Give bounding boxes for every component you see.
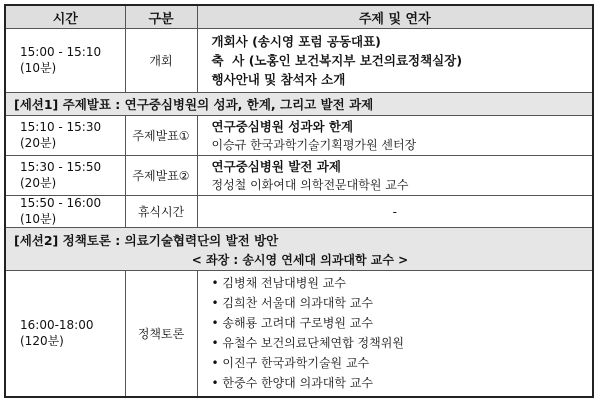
- opening-line: 축 사 (노홍인 보건복지부 보건의료정책실장): [211, 53, 463, 68]
- break-row: [5, 196, 593, 228]
- panelist: • 김희찬 서울대 의과대학 교수: [212, 293, 587, 313]
- panel-list: [212, 273, 587, 393]
- panelist: • 유철수 보건의료단체연합 정책위원: [212, 333, 587, 353]
- opening-type: 개회: [125, 29, 197, 93]
- panelist: • 김병채 전남대병원 교수: [212, 273, 587, 293]
- talk-topic: [197, 116, 593, 156]
- session2-header-row: [5, 228, 593, 271]
- opening-line: 행사안내 및 참석자 소개: [211, 72, 346, 87]
- opening-time: 15:00 - 15:10 (10분): [5, 29, 125, 93]
- header-topic: 주제 및 연자: [197, 5, 593, 29]
- talk-topic: [197, 156, 593, 196]
- panel-row: [5, 271, 593, 397]
- panelist: • 송해룡 고려대 구로병원 교수: [212, 313, 587, 333]
- talk-type: 주제발표②: [125, 156, 197, 196]
- session2-title: [세션2] 정책토론 : 의료기술협력단의 발전 방안: [14, 232, 279, 248]
- session2-header: [5, 228, 593, 271]
- panel-type: 정책토론: [125, 271, 197, 397]
- talk-row: [5, 116, 593, 156]
- header-row: [5, 5, 593, 29]
- talk-title: 연구중심병원 발전 과제: [211, 159, 341, 174]
- header-type: 구분: [125, 5, 197, 29]
- talk-time: 15:10 - 15:30 (20분): [5, 116, 125, 156]
- opening-topic: [197, 29, 593, 93]
- session1-header-row: [5, 93, 593, 116]
- talk-title: 연구중심병원 성과와 한계: [211, 119, 354, 134]
- talk-type: 주제발표①: [125, 116, 197, 156]
- talk-time: 15:30 - 15:50 (20분): [5, 156, 125, 196]
- panelist: • 이진구 한국과학기술원 교수: [212, 353, 587, 373]
- break-type: 휴식시간: [125, 196, 197, 228]
- break-time: 15:50 - 16:00 (10분): [5, 196, 125, 228]
- session1-title: [세션1] 주제발표 : 연구중심병원의 성과, 한계, 그리고 발전 과제: [5, 93, 593, 116]
- talk-speaker: 이승규 한국과학기술기획평가원 센터장: [211, 138, 417, 152]
- panel-list-cell: [197, 271, 593, 397]
- opening-row: [5, 29, 593, 93]
- panelist: • 한중수 한양대 의과대학 교수: [212, 373, 587, 393]
- talk-speaker: 정성철 이화여대 의학전문대학원 교수: [211, 178, 409, 192]
- header-time: 시간: [5, 5, 125, 29]
- talk-row: [5, 156, 593, 196]
- session2-chair: < 좌장 : 송시영 연세대 의과대학 교수 >: [191, 252, 409, 267]
- panel-time: 16:00-18:00 (120분): [5, 271, 125, 397]
- program-table: [4, 4, 594, 398]
- opening-line: 개회사 (송시영 포럼 공동대표): [211, 34, 381, 49]
- break-topic: -: [197, 196, 593, 228]
